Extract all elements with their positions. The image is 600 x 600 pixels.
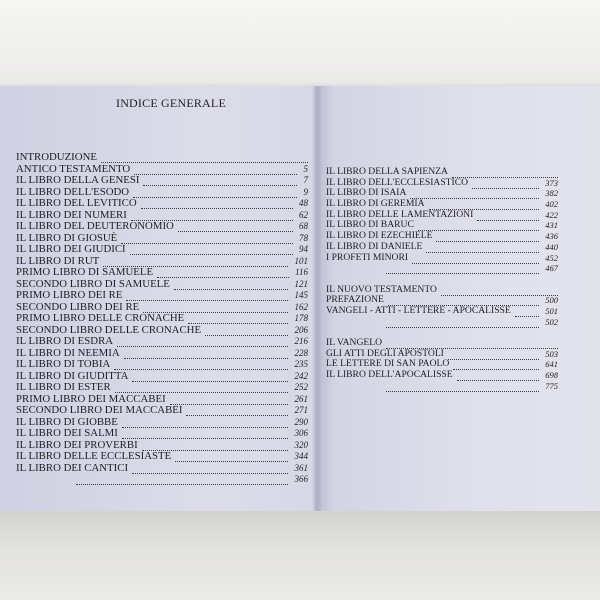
toc-entry-title: IL LIBRO DELLA SAPIENZA <box>326 166 448 177</box>
toc-entry <box>16 428 308 440</box>
toc-entry-title: PRIMO LIBRO DEI RE <box>16 289 123 301</box>
toc-entry-page: 306 <box>294 428 308 438</box>
toc-entry <box>326 263 558 274</box>
toc-entry-page: 344 <box>294 451 308 461</box>
toc-leader-dots <box>386 390 539 392</box>
toc-entry-page: 101 <box>294 255 308 266</box>
toc-entry-title: VANGELI - ATTI - LETTERE - APOCALISSE <box>326 304 511 316</box>
toc-entry-page: 206 <box>294 324 308 335</box>
toc-entry-title: IL LIBRO DI GIOBBE <box>16 415 118 428</box>
toc-entry-page: 436 <box>545 231 558 242</box>
toc-entry-page: 503 <box>545 348 558 359</box>
toc-entry-page: 162 <box>294 301 308 312</box>
toc-entry-page: 228 <box>294 347 308 358</box>
toc-entry-page: 698 <box>545 370 558 381</box>
toc-entry-page: 361 <box>294 462 308 473</box>
toc-entry <box>16 244 308 256</box>
toc-entry-title: IL LIBRO DI TOBIA <box>16 358 111 370</box>
toc-entry-page: 178 <box>294 313 308 323</box>
toc-entry-title: IL VANGELO <box>326 337 383 348</box>
toc-entry-page: 366 <box>294 474 308 484</box>
toc-entry-title: GLI ATTI DEGLI APOSTOLI <box>326 347 444 359</box>
toc-entry-page: 271 <box>294 405 308 415</box>
toc-entry <box>326 242 558 253</box>
toc-entry-title: IL LIBRO DI GEREMIA <box>326 198 425 210</box>
toc-entry <box>16 336 308 348</box>
toc-entry-title: IL LIBRO DI BARUC <box>326 219 414 231</box>
toc-entry-page: 320 <box>294 439 308 450</box>
toc-entry-title: IL LIBRO DEI NUMERI <box>16 208 127 221</box>
toc-entry <box>16 267 308 279</box>
toc-entry <box>16 474 308 486</box>
toc-entry <box>16 175 308 187</box>
toc-entry-page: 467 <box>545 263 558 274</box>
toc-entry-title: IL LIBRO DEL LEVITICO <box>16 197 137 209</box>
toc-entry-title: IL LIBRO DELL'ESODO <box>16 185 130 198</box>
toc-entry-title: IL LIBRO DI RUT <box>16 254 100 267</box>
toc-entry-title: PRIMO LIBRO DEI MACCABEI <box>16 392 166 405</box>
toc-entry-page: 775 <box>545 380 558 391</box>
toc-entry-title: IL LIBRO DELL'ECCLESIASTICO <box>326 176 469 188</box>
toc-leader-dots <box>76 483 288 485</box>
toc-entry-page: 78 <box>299 232 308 243</box>
table-surface <box>0 511 600 600</box>
toc-entry-title: IL LIBRO DI DANIELE <box>326 240 423 252</box>
toc-entry-title: IL LIBRO DELLA GENESI <box>16 174 140 186</box>
toc-entry-page: 440 <box>545 241 558 252</box>
toc-entry-title: IL LIBRO DELLE LAMENTAZIONI <box>326 208 474 220</box>
toc-entry-title: IL LIBRO DEL DEUTERONOMIO <box>16 220 174 232</box>
toc-right-column <box>326 167 558 391</box>
toc-entry-page: 62 <box>299 209 308 220</box>
toc-entry <box>16 359 308 371</box>
toc-entry-page: 68 <box>299 221 308 231</box>
toc-entry-title: SECONDO LIBRO DI SAMUELE <box>16 277 170 290</box>
toc-entry-title: IL LIBRO DEI GIUDICI <box>16 243 126 255</box>
toc-entry-title: PRIMO LIBRO DI SAMUELE <box>16 266 154 278</box>
toc-entry-title: INTRODUZIONE <box>16 151 97 163</box>
toc-entry-page: 452 <box>545 252 558 263</box>
toc-entry <box>16 221 308 233</box>
toc-entry <box>326 381 558 392</box>
toc-entry-page: 235 <box>294 359 308 369</box>
toc-entry-title: IL NUOVO TESTAMENTO <box>326 283 437 295</box>
toc-entry-page: 242 <box>294 370 308 381</box>
toc-entry-page: 121 <box>294 278 308 289</box>
page-title: INDICE GENERALE <box>116 96 226 110</box>
toc-entry-page: 500 <box>545 295 558 306</box>
toc-entry-page: 261 <box>294 393 308 404</box>
toc-entry-title: IL LIBRO DI ESTER <box>16 381 111 393</box>
toc-entry-title: IL LIBRO DI ISAIA <box>326 187 407 199</box>
toc-entry-page: 382 <box>545 188 558 199</box>
toc-entry-title: PREFAZIONE <box>326 294 384 306</box>
toc-entry-page: 252 <box>294 382 308 392</box>
toc-entry-title: IL LIBRO DEI CANTICI <box>16 461 129 474</box>
toc-entry-title: I PROFETI MINORI <box>326 251 409 263</box>
toc-entry <box>16 152 308 164</box>
toc-entry-page: 5 <box>303 163 308 174</box>
toc-entry-page: 502 <box>545 316 558 327</box>
toc-spacer <box>326 274 558 285</box>
toc-entry-title: PRIMO LIBRO DELLE CRONACHE <box>16 312 185 324</box>
toc-entry-title: IL LIBRO DI ESDRA <box>16 335 114 347</box>
toc-entry-title: SECONDO LIBRO DEI RE <box>16 300 140 313</box>
toc-entry-title: IL LIBRO DI GIOSUÈ <box>16 231 118 244</box>
toc-entry-page: 48 <box>299 198 308 208</box>
toc-entry-page: 501 <box>545 305 558 316</box>
toc-entry-title: IL LIBRO DELL'APOCALISSE <box>326 369 453 381</box>
toc-entry-page: 216 <box>294 336 308 346</box>
toc-entry-page: 373 <box>545 177 558 188</box>
book-gutter <box>312 86 322 511</box>
toc-entry-title: SECONDO LIBRO DELLE CRONACHE <box>16 323 202 336</box>
toc-entry <box>326 253 558 264</box>
toc-entry-title: IL LIBRO DI NEEMIA <box>16 346 120 359</box>
toc-entry-title: IL LIBRO DELLE ECCLESIASTE <box>16 450 172 462</box>
toc-entry-page: 641 <box>545 359 558 370</box>
toc-entry <box>326 317 558 328</box>
toc-entry-title: LE LETTERE DI SAN PAOLO <box>326 358 450 370</box>
toc-entry-page: 431 <box>545 220 558 231</box>
toc-entry-page: 145 <box>294 290 308 300</box>
toc-entry-page: 116 <box>295 267 308 277</box>
toc-entry <box>16 198 308 210</box>
toc-entry <box>16 451 308 463</box>
toc-entry <box>16 463 308 475</box>
toc-entry-title: SECONDO LIBRO DEI MACCABEI <box>16 404 183 416</box>
toc-entry-page: 290 <box>294 416 308 427</box>
toc-entry <box>16 290 308 302</box>
toc-entry <box>16 382 308 394</box>
toc-entry-title: ANTICO TESTAMENTO <box>16 162 131 175</box>
toc-entry-page: 7 <box>303 175 308 185</box>
toc-entry-title: IL LIBRO DEI PROVERBI <box>16 438 138 451</box>
toc-entry <box>16 405 308 417</box>
toc-entry-title: IL LIBRO DI GIUDITTA <box>16 369 129 382</box>
toc-entry-page: 9 <box>303 186 308 197</box>
toc-entry-title: IL LIBRO DI EZECHIELE <box>326 230 433 242</box>
toc-entry-page: 402 <box>545 199 558 210</box>
toc-entry <box>16 313 308 325</box>
toc-entry-page: 94 <box>299 244 308 254</box>
toc-entry <box>326 370 558 381</box>
toc-entry-title: IL LIBRO DEI SALMI <box>16 427 118 439</box>
toc-left-column <box>16 152 308 486</box>
toc-entry <box>326 306 558 317</box>
toc-entry-page: 422 <box>545 209 558 220</box>
